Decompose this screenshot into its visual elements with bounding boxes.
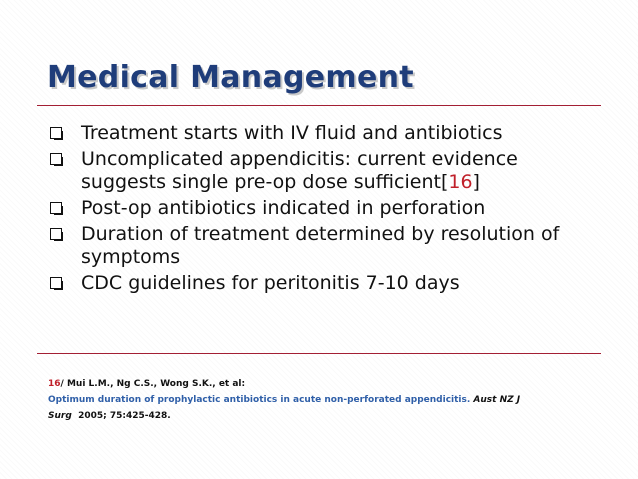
square-bullet-icon bbox=[50, 228, 62, 240]
bullet-item bbox=[48, 122, 608, 145]
square-bullet-icon bbox=[50, 277, 62, 289]
bullet-item bbox=[48, 223, 608, 269]
bullet-text: Treatment starts with IV fluid and antibiotics bbox=[81, 122, 503, 144]
footnote-divider bbox=[37, 353, 601, 354]
footnote bbox=[48, 376, 548, 424]
bullet-text: CDC guidelines for peritonitis 7-10 days bbox=[81, 272, 460, 294]
footnote-journal-cont: Surg bbox=[48, 411, 72, 421]
footnote-separator: / bbox=[60, 379, 67, 389]
bullet-list bbox=[48, 122, 608, 298]
reference-marker[interactable]: 16 bbox=[448, 171, 473, 193]
bullet-text: Uncomplicated appendicitis: current evidence suggests single pre-op dose sufficient bbox=[81, 148, 518, 193]
slide-title: Medical Management bbox=[47, 60, 414, 95]
title-divider bbox=[37, 105, 601, 106]
ref-bracket-close: ] bbox=[472, 171, 480, 193]
square-bullet-icon bbox=[50, 127, 62, 139]
bullet-item bbox=[48, 272, 608, 295]
square-bullet-icon bbox=[50, 153, 62, 165]
bullet-text: Duration of treatment determined by resolution of symptoms bbox=[81, 223, 560, 268]
footnote-citation: 2005; 75:425-428. bbox=[78, 411, 171, 421]
footnote-article-link[interactable]: Optimum duration of prophylactic antibiotics in acute non-perforated appendicitis. bbox=[48, 395, 471, 405]
bullet-item bbox=[48, 148, 608, 194]
bullet-item bbox=[48, 197, 608, 220]
ref-bracket-open: [ bbox=[440, 171, 449, 193]
footnote-authors: Mui L.M., Ng C.S., Wong S.K., et al: bbox=[66, 379, 246, 389]
square-bullet-icon bbox=[50, 202, 62, 214]
footnote-number: 16 bbox=[48, 379, 61, 389]
footnote-journal: Aust NZ J bbox=[473, 395, 521, 405]
bullet-text: Post-op antibiotics indicated in perforation bbox=[81, 197, 486, 219]
